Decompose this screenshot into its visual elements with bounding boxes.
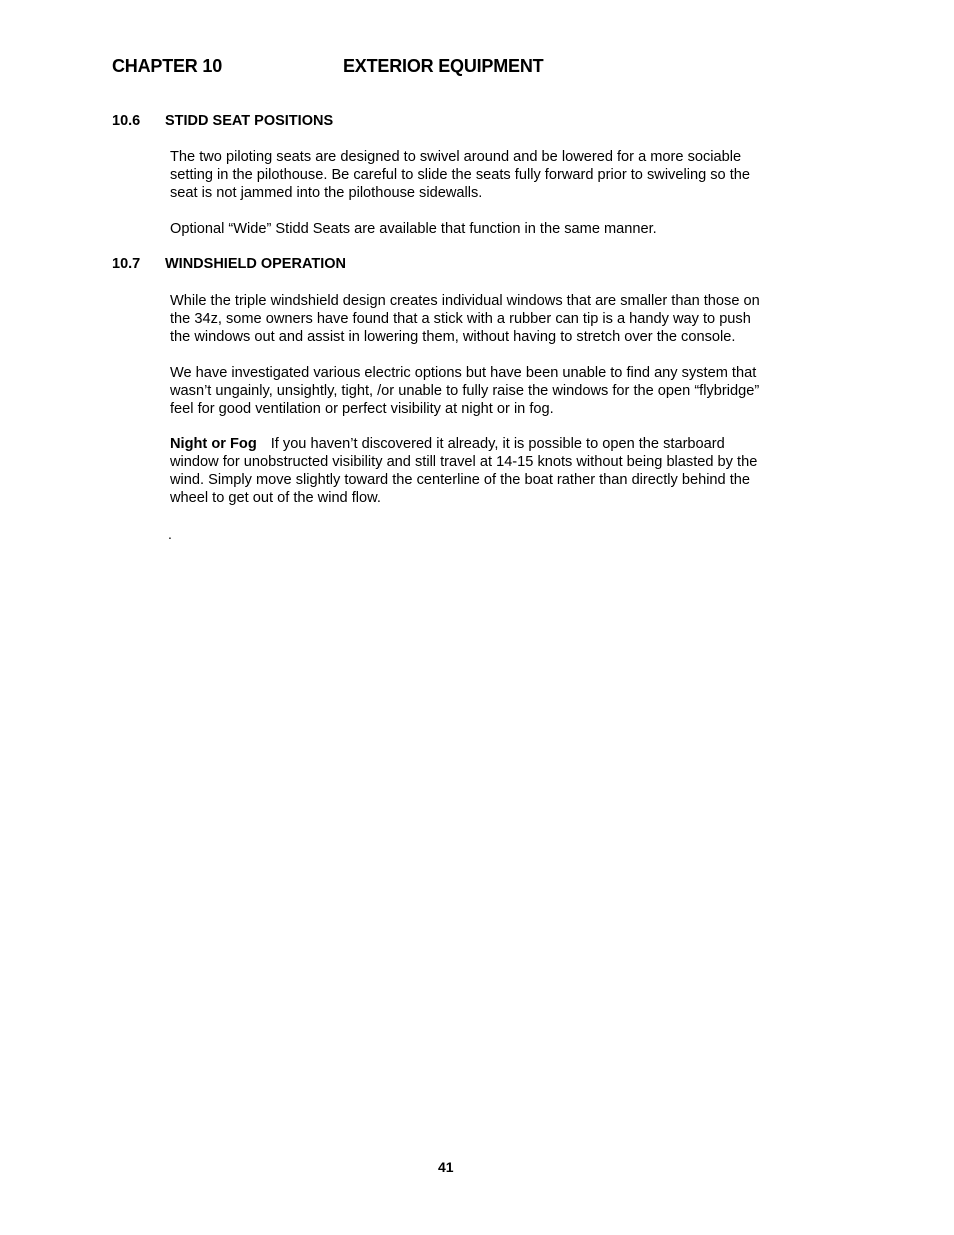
trailing-period: . bbox=[168, 526, 172, 542]
run-in-heading: Night or Fog bbox=[170, 436, 257, 452]
section-heading-10-6 bbox=[112, 113, 334, 129]
section-heading-10-7 bbox=[112, 256, 346, 272]
paragraph-line: window for unobstructed visibility and still travel at 14-15 knots without being blasted by the bbox=[170, 454, 758, 470]
paragraph-line: setting in the pilothouse. Be careful to slide the seats fully forward prior to swiveling so the bbox=[170, 167, 751, 183]
paragraph-line: seat is not jammed into the pilothouse sidewalls. bbox=[170, 185, 483, 201]
page-number: 41 bbox=[438, 1159, 454, 1175]
paragraph-line-text: If you haven’t discovered it already, it is possible to open the starboard bbox=[270, 436, 725, 452]
chapter-title: EXTERIOR EQUIPMENT bbox=[343, 56, 544, 76]
paragraph-electric-options bbox=[170, 364, 790, 418]
paragraph-line: wasn’t ungainly, unsightly, tight, /or unable to fully raise the windows for the open “flybridge” bbox=[170, 383, 760, 399]
paragraph-stidd-seats-swivel bbox=[170, 148, 790, 202]
paragraph-line: Optional “Wide” Stidd Seats are available that function in the same manner. bbox=[170, 221, 657, 237]
paragraph-line: While the triple windshield design creates individual windows that are smaller than those on bbox=[170, 293, 760, 309]
paragraph-line: feel for good ventilation or perfect visibility at night or in fog. bbox=[170, 401, 554, 417]
paragraph-line: the windows out and assist in lowering them, without having to stretch over the console. bbox=[170, 329, 736, 345]
paragraph-line: The two piloting seats are designed to swivel around and be lowered for a more sociable bbox=[170, 149, 742, 165]
paragraph-line: We have investigated various electric options but have been unable to find any system that bbox=[170, 365, 757, 381]
section-title: WINDSHIELD OPERATION bbox=[165, 256, 346, 272]
chapter-number: CHAPTER 10 bbox=[112, 56, 223, 76]
paragraph-night-or-fog bbox=[170, 435, 790, 507]
section-title: STIDD SEAT POSITIONS bbox=[165, 113, 334, 129]
section-number: 10.6 bbox=[112, 113, 141, 129]
paragraph-windshield-stick bbox=[170, 292, 790, 346]
paragraph-wide-stidd-seats bbox=[170, 220, 790, 238]
paragraph-line: the 34z, some owners have found that a stick with a rubber can tip is a handy way to push bbox=[170, 311, 751, 327]
paragraph-line: wheel to get out of the wind flow. bbox=[170, 490, 381, 506]
paragraph-line bbox=[170, 435, 790, 453]
section-number: 10.7 bbox=[112, 256, 141, 272]
paragraph-line: wind. Simply move slightly toward the centerline of the boat rather than directly behind the bbox=[170, 472, 751, 488]
